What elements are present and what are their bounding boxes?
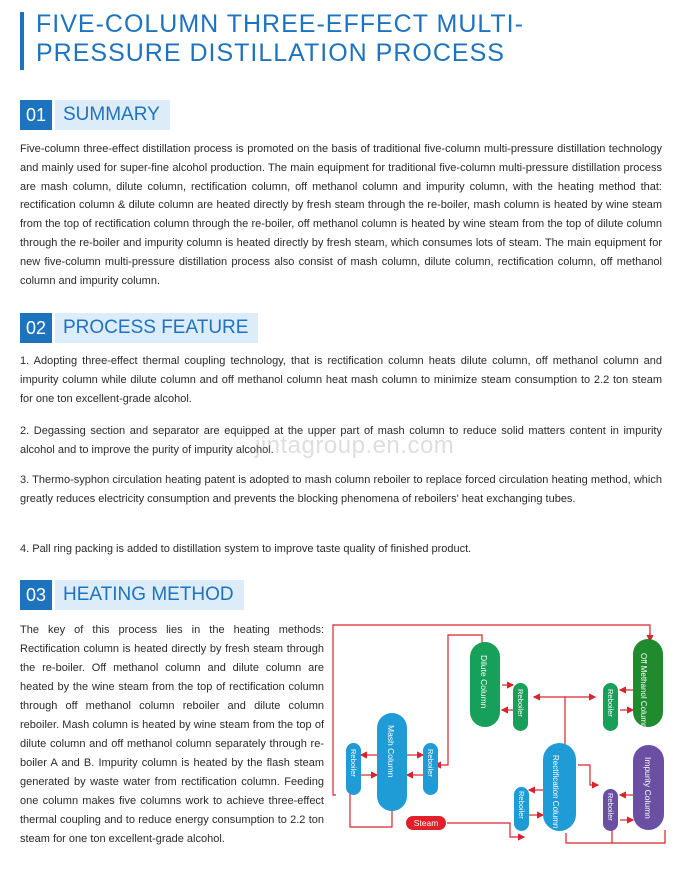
reboiler-label: Reboiler xyxy=(349,749,358,777)
dilute-column xyxy=(470,642,500,727)
rectification-reboiler xyxy=(514,787,529,831)
reboiler-label: Reboiler xyxy=(516,689,525,717)
section-summary-header xyxy=(20,100,170,130)
steam-inlet xyxy=(406,816,446,830)
feature-item-2: 2. Degassing section and separator are equipped at the upper part of mash column to reduce solid matters content in impurity alcohol and to improve the purity of impurity alcohol. xyxy=(20,425,662,456)
process-diagram xyxy=(330,615,680,891)
reboiler-label: Reboiler xyxy=(606,793,615,821)
section-heading: PROCESS FEATURE xyxy=(55,313,258,343)
off-methanol-reboiler xyxy=(603,683,618,731)
steam-label: Steam xyxy=(413,818,439,828)
section-number: 03 xyxy=(20,580,52,610)
impurity-reboiler xyxy=(603,789,618,831)
summary-text: Five-column three-effect distillation process is promoted on the basis of traditional five-column multi-pressure distillation technology and mainly used for super-fine alcohol production. The main equipment for traditional five-column multi-pressure distillation process are mash column, dilute column, rectification column, off methanol column and impurity column, with the heating method that: rectification column & dilute column are heated directly by fresh steam through the re-boiler, mash column is heated by wine steam from the top of rectification column through the re-boiler, off methanol column is heated by wine steam from the top of dilute column through the re-boiler and impurity column is heated directly by fresh steam, which consumes lots of steam. The main equipment for new five-column multi-pressure distillation process also consist of mash column, dilute column, rectification column, off methanol column and impurity column. xyxy=(20,143,662,287)
mash-column xyxy=(377,713,407,811)
feature-item-4: 4. Pall ring packing is added to distillation system to improve taste quality of finished product. xyxy=(20,543,472,555)
mash-reboiler-right xyxy=(423,743,438,795)
feature-item-3: 3. Thermo-syphon circulation heating patent is adopted to mash column reboiler to replace forced circulation heating method, which greatly reduces electricity consumption and prevents the blocking phenomena of reboilers' heat exchanging tubes. xyxy=(20,474,662,505)
dilute-reboiler xyxy=(513,683,528,731)
impurity-column xyxy=(633,745,664,830)
heating-text: The key of this process lies in the heating methods: Rectification column is heated directly by fresh steam through the re-boiler. Off methanol column and dilute column are heated by the wine steam from the top of rectification column through off methanol column reboiler and dilute column reboiler. Mash column is heated by wine steam from the top of dilute column and off methanol column separately through re-boiler A and B. Impurity column is heated by the flash steam generated by waste water from rectification column. Feeding one column makes five columns work to achieve three-effect thermal coupling and to reduce energy consumption to 2.2 ton steam for one ton excellent-grade alcohol. xyxy=(20,624,324,845)
section-number: 02 xyxy=(20,313,52,343)
section-heading: SUMMARY xyxy=(55,100,170,130)
feature-item-1: 1. Adopting three-effect thermal coupling technology, that is rectification column heats dilute column, off methanol column and impurity column while dilute column and off methanol column heat mash column to minimize steam consumption to 2.2 ton steam for one ton excellent-grade alcohol. xyxy=(20,355,662,405)
section-heating-header xyxy=(20,580,244,610)
reboiler-label: Reboiler xyxy=(517,791,526,819)
title-accent-bar xyxy=(20,12,24,70)
rectification-column-label: Rectification Column xyxy=(551,755,560,829)
impurity-column-label: Impurity Column xyxy=(643,757,653,819)
pipe-bottom xyxy=(566,827,612,843)
section-number: 01 xyxy=(20,100,52,130)
pipe-bottom-right xyxy=(612,830,665,843)
watermark: jintagroup.en.com xyxy=(255,432,455,459)
section-heading: HEATING METHOD xyxy=(55,580,244,610)
dilute-column-label: Dilute Column xyxy=(479,655,489,709)
pipe-steam xyxy=(447,823,524,837)
page-title: FIVE-COLUMN THREE-EFFECT MULTI-PRESSURE DISTILLATION PROCESS xyxy=(36,10,524,67)
mash-reboiler-left xyxy=(346,743,361,795)
pipe-rect-to-dilute xyxy=(534,697,565,745)
mash-column-label: Mash Column xyxy=(386,725,396,778)
rectification-column xyxy=(543,743,576,831)
reboiler-label: Reboiler xyxy=(426,749,435,777)
section-feature-header xyxy=(20,313,258,343)
pipe-rect-to-impurity xyxy=(578,765,598,785)
off-methanol-column-label: Off Methanol Column xyxy=(639,653,648,729)
reboiler-label: Reboiler xyxy=(606,689,615,717)
off-methanol-column xyxy=(633,639,663,728)
